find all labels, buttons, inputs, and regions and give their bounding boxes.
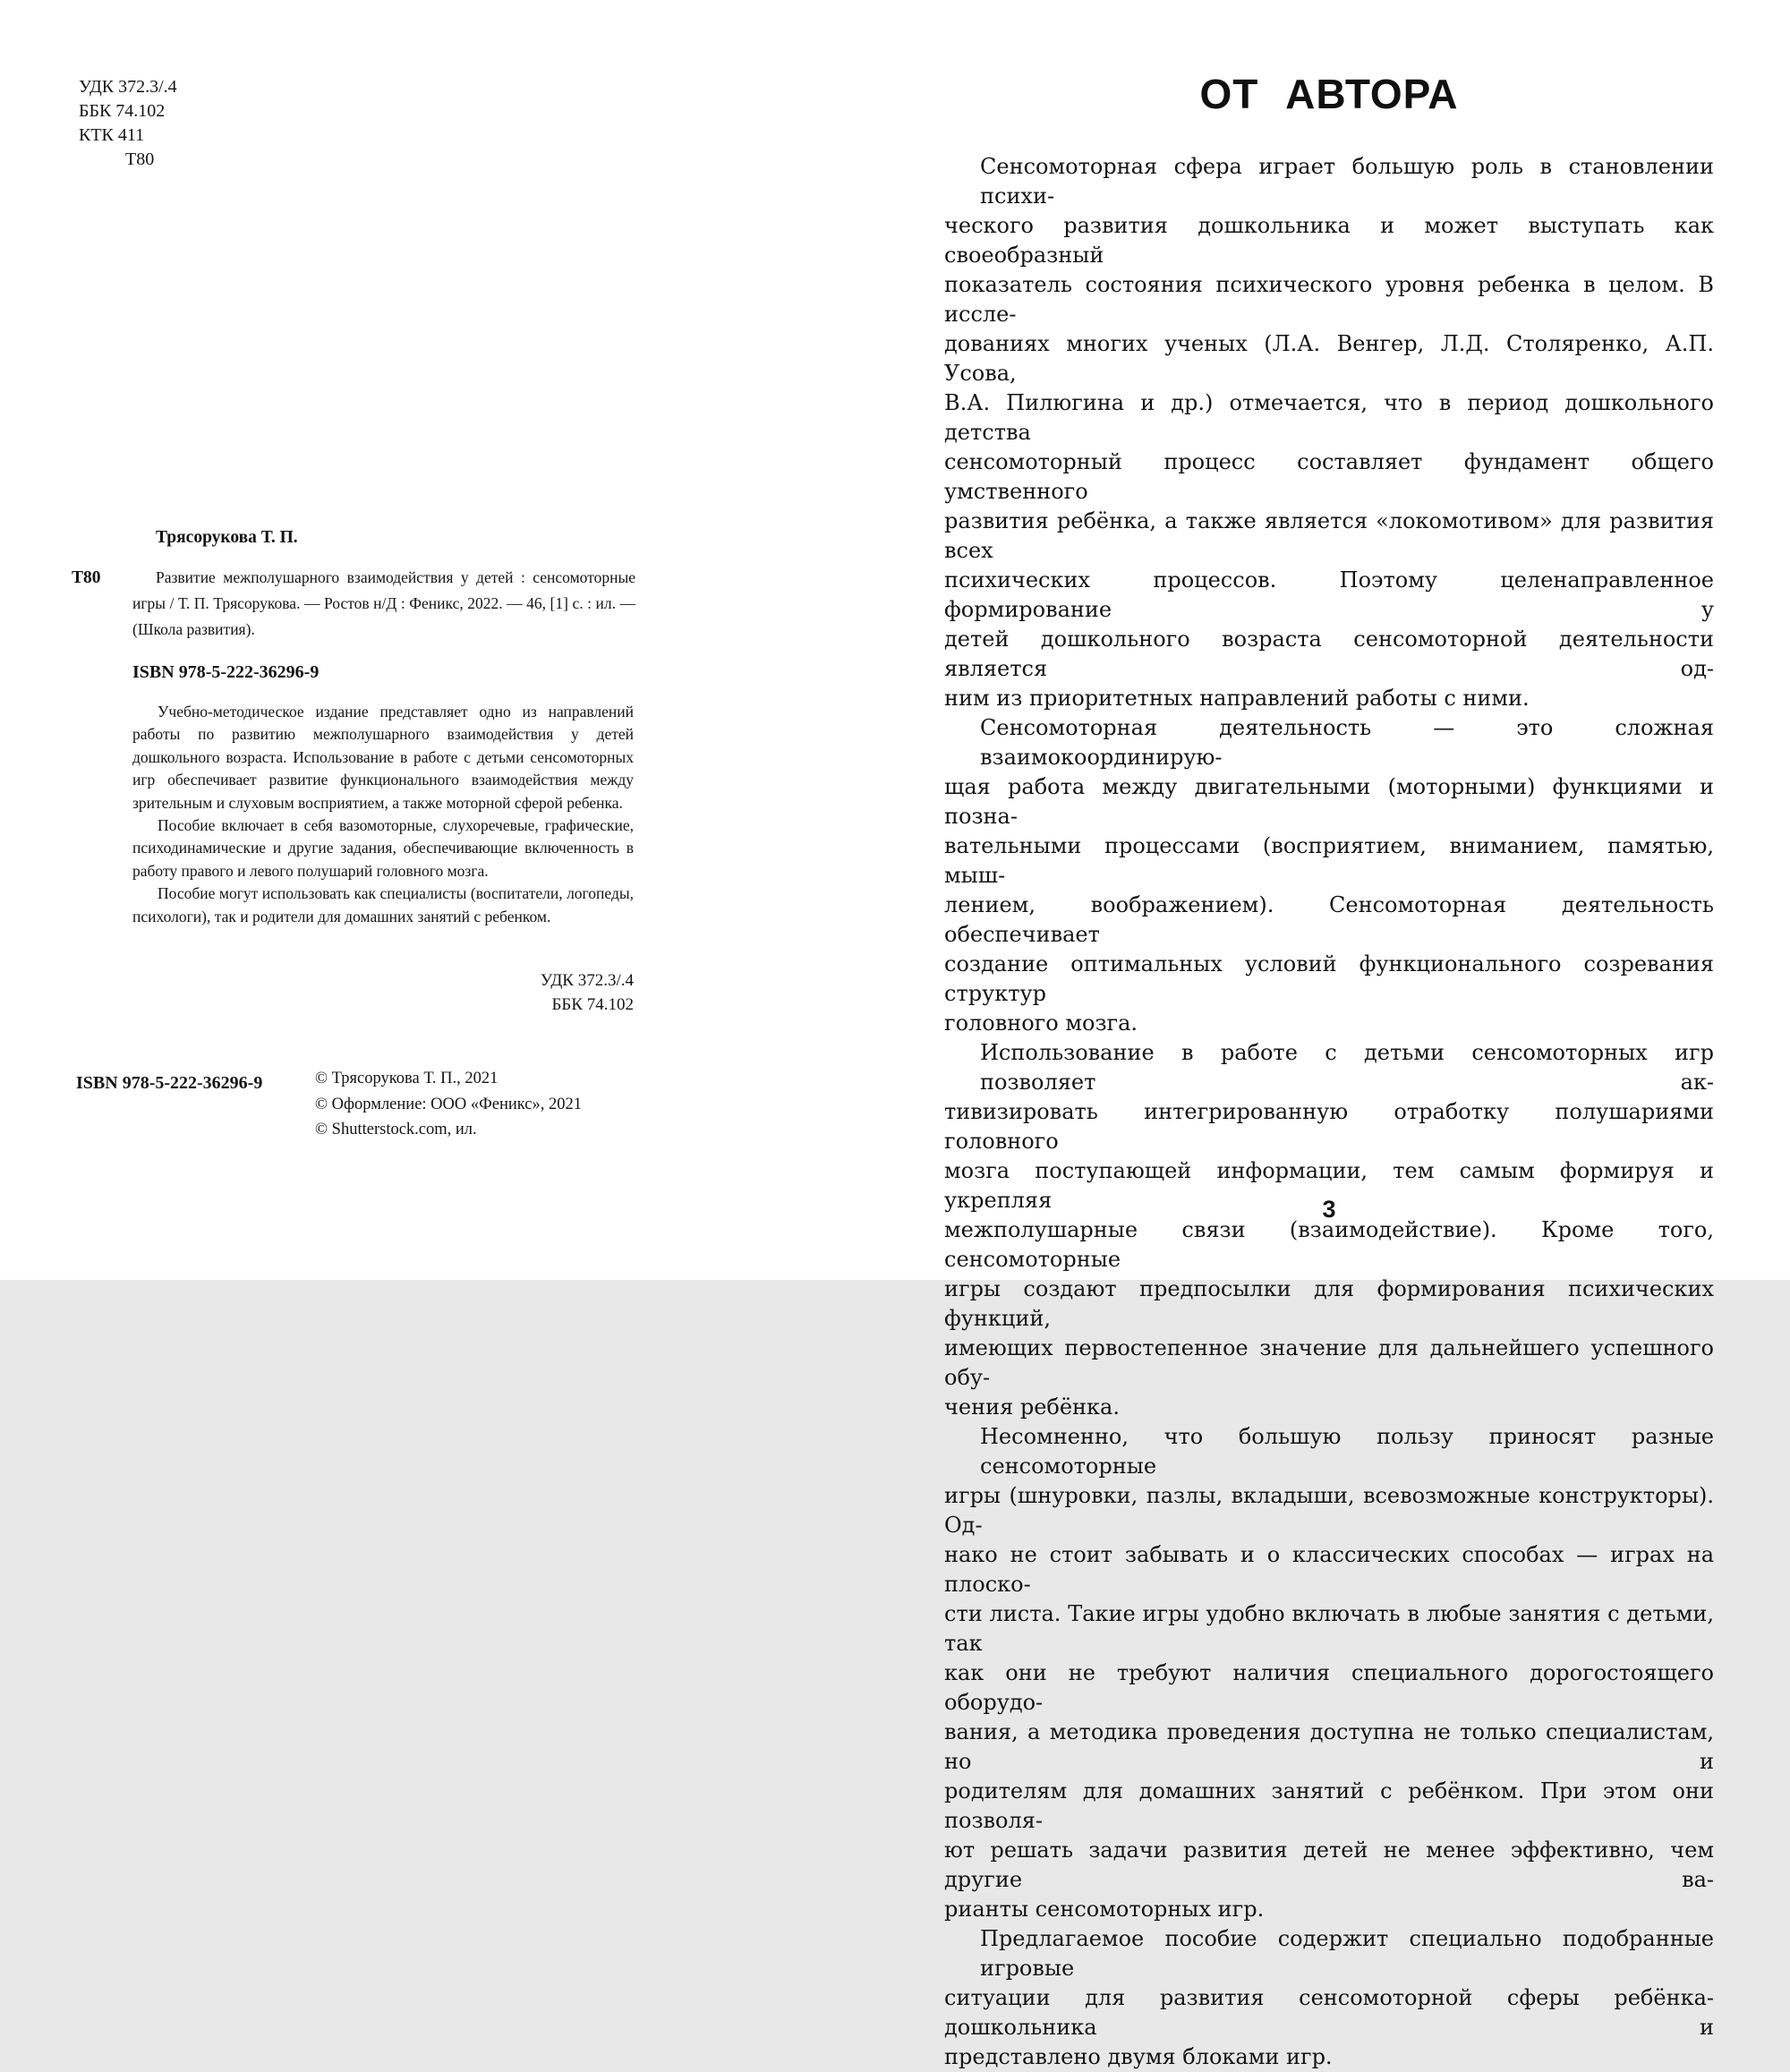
- isbn-footer: ISBN 978-5-222-36296-9: [76, 1073, 263, 1093]
- text-line: психологи), так и родители для домашних занятий с ребенком.: [132, 907, 551, 925]
- text-line: Сенсомоторная сфера играет большую роль в становлении психи-: [980, 154, 1714, 209]
- text-line: межполушарные связи (взаимодействие). Кроме того, сенсомоторные: [944, 1217, 1714, 1272]
- text-line: вания, а методика проведения доступна не только специалистам, но и: [944, 1719, 1714, 1774]
- body-paragraph: [944, 152, 1714, 713]
- body-paragraph: [944, 1422, 1714, 1924]
- annotation-block: [132, 701, 634, 928]
- text-line: чения ребёнка.: [944, 1394, 1120, 1420]
- text-line: © Shutterstock.com, ил.: [315, 1121, 477, 1138]
- text-line: родителям для домашних занятий с ребёнком. При этом они позволя-: [944, 1778, 1714, 1833]
- text-line: В.А. Пилюгина и др.) отмечается, что в период дошкольного детства: [944, 390, 1714, 445]
- publication-codes-bottom: [401, 968, 634, 1017]
- text-line: создание оптимальных условий функционального созревания структур: [944, 951, 1714, 1006]
- text-line: психических процессов. Поэтому целенаправленное формирование у: [944, 567, 1714, 622]
- text-line: (Школа развития).: [132, 620, 255, 638]
- text-line: рианты сенсомоторных игр.: [944, 1897, 1265, 1922]
- text-line: психодинамические и другие задания, обеспечивающие включенность в: [132, 839, 634, 857]
- body-paragraph: [944, 1924, 1714, 2072]
- bibliography-entry: [132, 565, 635, 643]
- text-line: Учебно-методическое издание представляет одно из направлений: [158, 703, 634, 721]
- text-line: работу правого и левого полушарий головного мозга.: [132, 861, 489, 880]
- text-line: игр обеспечивает развитие функционального взаимодействия между: [132, 771, 634, 789]
- text-line: дованиях многих ученых (Л.А. Венгер, Л.Д. Столяренко, А.П. Усова,: [944, 331, 1714, 386]
- text-line: имеющих первостепенное значение для дальнейшего успешного обу-: [944, 1335, 1714, 1390]
- body-paragraph: [944, 1038, 1714, 1422]
- left-page: [0, 0, 743, 1280]
- text-line: Несомненно, что большую пользу приносят разные сенсомоторные: [980, 1424, 1714, 1479]
- text-line: представлено двумя блоками игр.: [944, 2044, 1333, 2069]
- annotation-paragraph: [132, 814, 634, 883]
- text-line: щая работа между двигательными (моторными) функциями и позна-: [944, 774, 1714, 829]
- body-paragraph: [944, 713, 1714, 1038]
- text-line: детей дошкольного возраста сенсомоторной деятельности является од-: [944, 627, 1714, 681]
- text-line: Пособие включает в себя вазомоторные, слухоречевые, графические,: [158, 816, 634, 835]
- isbn-heading: ISBN 978-5-222-36296-9: [132, 662, 320, 682]
- text-line: Использование в работе с детьми сенсомоторных игр позволяет ак-: [980, 1040, 1714, 1095]
- text-line: тивизировать интегрированную отработку полушариями головного: [944, 1099, 1714, 1154]
- text-line: дошкольного возраста. Использование в работе с детьми сенсомоторных: [132, 747, 634, 766]
- annotation-paragraph: [132, 883, 634, 928]
- body-text: [944, 152, 1714, 2072]
- publication-codes-top: [79, 75, 177, 172]
- text-line: © Трясорукова Т. П., 2021: [315, 1070, 499, 1087]
- text-line: мозга поступающей информации, тем самым формируя и укрепляя: [944, 1158, 1714, 1213]
- text-line: Развитие межполушарного взаимодействия у детей : сенсомоторные: [156, 568, 635, 586]
- udk-code-bottom: УДК 372.3/.4: [540, 971, 634, 990]
- text-line: развития ребёнка, а также является «локомотивом» для развития всех: [944, 508, 1714, 563]
- bibliography-index-label: Т80: [72, 568, 101, 587]
- copyright-block: [315, 1066, 691, 1143]
- text-line: ним из приоритетных направлений работы с ними.: [944, 686, 1530, 711]
- text-line: показатель состояния психического уровня ребенка в целом. В иссле-: [944, 272, 1714, 327]
- text-line: игры / Т. П. Трясорукова. — Ростов н/Д : Феникс, 2022. — 46, [1] с. : ил. —: [132, 594, 635, 612]
- page-number: 3: [1322, 1196, 1336, 1223]
- author-sign-code: Т80: [125, 149, 155, 169]
- ktk-code: КТК 411: [79, 125, 145, 145]
- text-line: игры (шнуровки, пазлы, вкладыши, всевозможные конструкторы). Од-: [944, 1483, 1714, 1538]
- text-line: игры создают предпосылки для формирования психических функций,: [944, 1276, 1714, 1331]
- text-line: ситуации для развития сенсомоторной сферы ребёнка-дошкольника и: [944, 1985, 1714, 2040]
- text-line: сти листа. Такие игры удобно включать в любые занятия с детьми, так: [944, 1601, 1714, 1656]
- text-line: © Оформление: ООО «Феникс», 2021: [315, 1095, 582, 1113]
- udk-code: УДК 372.3/.4: [79, 77, 177, 97]
- page-title: ОТ АВТОРА: [1199, 71, 1459, 117]
- bbk-code-bottom: ББК 74.102: [551, 995, 634, 1014]
- bbk-code: ББК 74.102: [79, 101, 166, 121]
- right-page: [743, 0, 1790, 2069]
- text-line: Предлагаемое пособие содержит специально подобранные игровые: [980, 1926, 1714, 1981]
- text-line: Пособие могут использовать как специалисты (воспитатели, логопеды,: [158, 884, 634, 903]
- text-line: Сенсомоторная деятельность — это сложная взаимокоординирую-: [980, 715, 1714, 770]
- text-line: ют решать задачи развития детей не менее эффективно, чем другие ва-: [944, 1838, 1714, 1892]
- text-line: сенсомоторный процесс составляет фундамент общего умственного: [944, 449, 1714, 504]
- text-line: зрительным и слуховым восприятием, а также моторной сферой ребенка.: [132, 793, 623, 812]
- text-line: как они не требуют наличия специального дорогостоящего оборудо-: [944, 1660, 1714, 1715]
- text-line: нако не стоит забывать и о классических способах — играх на плоско-: [944, 1542, 1714, 1597]
- annotation-paragraph: [132, 701, 634, 814]
- text-line: вательными процессами (восприятием, вниманием, памятью, мыш-: [944, 833, 1714, 888]
- text-line: работы по развитию межполушарного взаимодействия у детей: [132, 725, 634, 744]
- text-line: головного мозга.: [944, 1010, 1138, 1036]
- bibliography-author: Трясорукова Т. П.: [156, 528, 298, 547]
- text-line: ческого развития дошкольника и может выступать как своеобразный: [944, 213, 1714, 268]
- text-line: лением, воображением). Сенсомоторная деятельность обеспечивает: [944, 892, 1714, 947]
